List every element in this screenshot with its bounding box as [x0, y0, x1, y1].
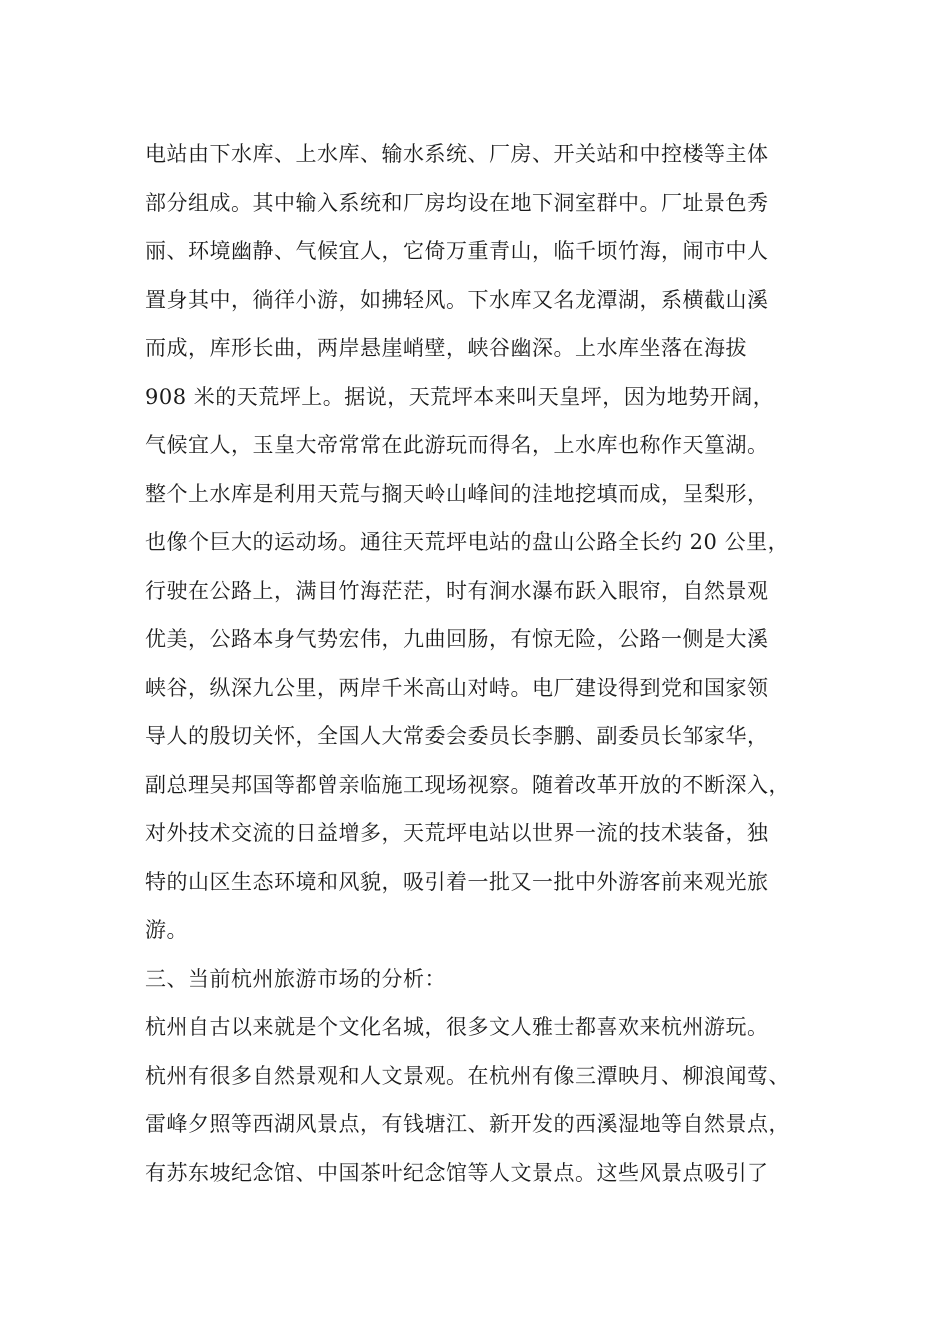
- body-text: [145, 130, 845, 1197]
- text-line: 优美，公路本身气势宏伟，九曲回肠，有惊无险，公路一侧是大溪: [145, 627, 769, 651]
- text-line: 整个上水库是利用天荒与搁天岭山峰间的洼地挖填而成，呈梨形，: [145, 481, 769, 506]
- text-line: 有苏东坡纪念馆、中国茶叶纪念馆等人文景点。这些风景点吸引了: [145, 1160, 769, 1185]
- text-line: 杭州有很多自然景观和人文景观。在杭州有像三潭映月、柳浪闻莺、: [145, 1063, 790, 1088]
- text-line: 雷峰夕照等西湖风景点，有钱塘江、新开发的西溪湿地等自然景点，: [145, 1112, 790, 1136]
- text-line: 也像个巨大的运动场。通往天荒坪电站的盘山公路全长约 20 公里，: [145, 530, 790, 554]
- text-line: 杭州自古以来就是个文化名城，很多文人雅士都喜欢来杭州游玩。: [145, 1015, 769, 1039]
- text-line: 908 米的天荒坪上。据说，天荒坪本来叫天皇坪，因为地势开阔，: [145, 384, 775, 409]
- text-line: 气候宜人，玉皇大帝常常在此游玩而得名，上水库也称作天篁湖。: [145, 433, 769, 457]
- text-line: 电站由下水库、上水库、输水系统、厂房、开关站和中控楼等主体: [145, 142, 769, 166]
- text-line: 副总理吴邦国等都曾亲临施工现场视察。随着改革开放的不断深入，: [145, 772, 790, 797]
- text-line: 置身其中，徜徉小游，如拂轻风。下水库又名龙潭湖，系横截山溪: [145, 287, 769, 312]
- text-line: 导人的殷切关怀，全国人大常委会委员长李鹏、副委员长邹家华，: [145, 724, 769, 748]
- text-line: 丽、环境幽静、气候宜人，它倚万重青山，临千顷竹海，闹市中人: [145, 239, 769, 263]
- section-heading: 三、当前杭州旅游市场的分析：: [145, 966, 446, 991]
- text-line: 峡谷，纵深九公里，两岸千米高山对峙。电厂建设得到党和国家领: [145, 675, 769, 700]
- text-line: 行驶在公路上，满目竹海茫茫，时有涧水瀑布跃入眼帘，自然景观: [145, 578, 769, 603]
- text-line: 对外技术交流的日益增多，天荒坪电站以世界一流的技术装备，独: [145, 821, 769, 845]
- text-line: 游。: [145, 918, 188, 942]
- text-line: 而成，库形长曲，两岸悬崖峭壁，峡谷幽深。上水库坐落在海拔: [145, 336, 747, 360]
- text-line: 特的山区生态环境和风貌，吸引着一批又一批中外游客前来观光旅: [145, 869, 769, 894]
- text-line: 部分组成。其中输入系统和厂房均设在地下洞室群中。厂址景色秀: [145, 190, 769, 215]
